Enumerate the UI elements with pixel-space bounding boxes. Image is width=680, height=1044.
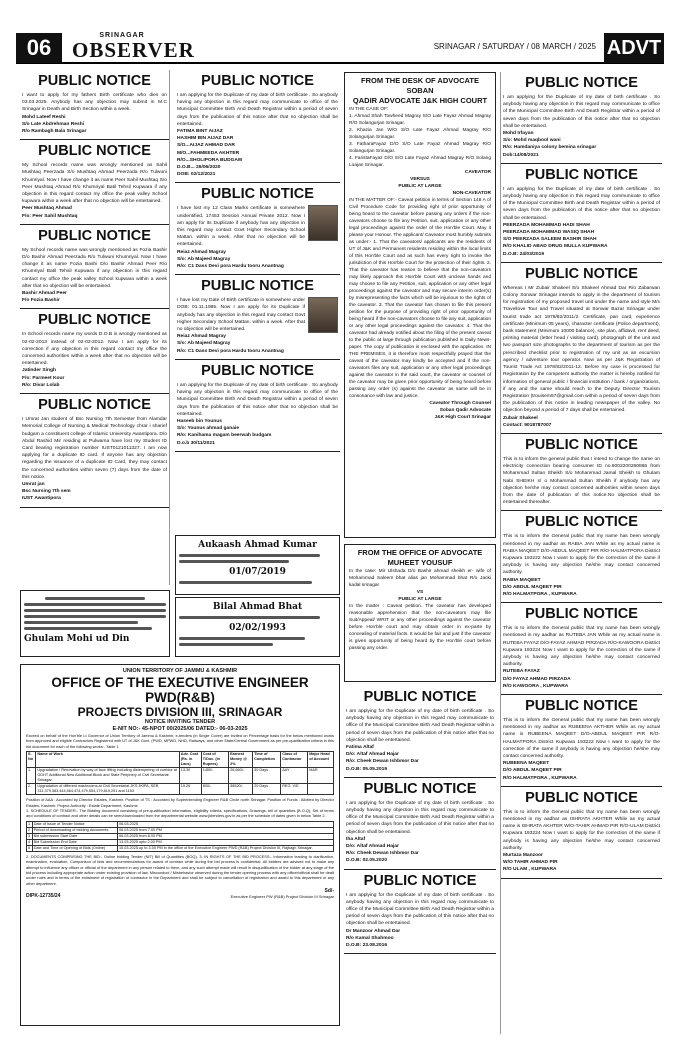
notice-signature: S/o: Ab Majeed Magray [177, 341, 231, 347]
notice-title: PUBLIC NOTICE [38, 397, 151, 414]
public-notice [501, 263, 662, 434]
table-header-cell: Earnest Money @ 2% [229, 752, 253, 768]
tender-schedule: 1. SCHEDULE OF TENDER:- The Bidding document consisting of pre-qualification information, eligibility criteria, specifications, Drawings, bill of quantities (B.O.Q), Set of terms and conditions of contract and other details can be seen/downloaded from the departmental website www.jktenders.gov.in as per the schedule of dates given in below Table 2. [26, 808, 334, 819]
notice-signature: Murtaza Manzoor [503, 853, 543, 859]
notice-title: PUBLIC NOTICE [525, 75, 638, 91]
versus-label: VS [416, 590, 424, 595]
notice-signature: D.O.B: 24/03/2019 [503, 251, 545, 257]
court-body: In the case: Mir Ulshada D/o Bashir ahmad sheikh er- wife of Mohammad Saleem bhat alias jan Mohammad bhat R/o Jacki kadal srinagar [349, 569, 491, 588]
table-row [27, 768, 334, 784]
table-header-cell: S. No [27, 752, 36, 768]
notice-signature: RUBEENA MAQEET [503, 761, 550, 767]
urdu-name: Ghulam Mohi ud Din [24, 634, 130, 644]
brand-city: SRINAGAR [99, 32, 145, 39]
notice-signature: R/O ULAM , KUPWARA [503, 867, 557, 873]
court-heading: FROM THE DESK OF ADVOCATE SOBAN [361, 76, 479, 95]
notice-title: PUBLIC NOTICE [525, 436, 638, 453]
notice-signature: R/O KAWOORA , KUPWARA [503, 683, 569, 689]
table-cell: 06.03.2025 from 7.00 PM [117, 827, 333, 833]
table-cell: 1. [27, 768, 36, 784]
notice-title: PUBLIC NOTICE [38, 73, 151, 89]
table-cell: 13.30 [179, 768, 201, 784]
column-3-notices [344, 686, 496, 954]
tender-signatory: Executive Engineer PW (R&B) Project Division III Srinagar [230, 894, 334, 900]
tender-terms: 2. DOCUMENTS COMPRISING THE BID:- Online bidding Tender (NIT) Bill of Quantities (BOQ). 3. IN RIGHTS OF THE BID PROCESS:- Information leading to clarification, examination, evaluation, Comparison of bids and recommendations for award of contract while during the bid process is confidential. All bidders are advised not to make any attempt to influence any officer or official of the department in any person related to them, and any such attempt made will result in disqualification of the bidder at any stage of the bid process including appropriate action under existing provision of law. Misconduct / Misbehavior observed during the tender opening process with any officer/official shall be dealt under rules and in terms of the enlistment of registration of contractor in the Department and shall be subject to cancellation of registration and award to this department or any other department. [26, 853, 334, 886]
masthead [16, 30, 664, 64]
public-notice [20, 140, 169, 225]
notice-signature: PEERZADA MOHAMMAD WASIQ SHAH [503, 230, 595, 236]
court-heading: MUHEET YOUSUF [387, 558, 453, 567]
table-cell: 3 [28, 833, 31, 838]
notice-title: PUBLIC NOTICE [525, 789, 638, 806]
court-heading: QADIR ADVOCATE J&K HIGH COURT [352, 96, 488, 105]
urdu-name: Aukaash Ahmad Kumar [198, 540, 317, 550]
brand-name: OBSERVER [72, 38, 195, 62]
table-cell: Date of Issue of Tender Notice [32, 821, 117, 827]
notice-body: My School records name was wrongly mentioned as Fozia Bashir D/o Bashir Ahmad Peerzada R/o Tulwuni Khumriyal. Now I have change it as name Fozia Bashi D/o Bashir Ahmad Peer R/o Khumriyal Batil Tehsil Kupwara if any objection in this regard contact my office the peak valley School kupwara within a week after that no objection will be entertained. [22, 247, 167, 289]
notice-body: This is to inform the General public that my name has been wrongly mentioned in my aadhar as RUTEBA JAN While as my actual name is RUTEBA FAYAZ D/O-FAYAZ AHMAD PIRZADA R/O-KAWOORA District Kupwara 193224 Now I want to apply for the correction of the same if anybody is having any objection he/she may contact concerned authority. [503, 626, 660, 668]
tender-positions: Position of AAA : Accorded by Director Estates, Kashmir. Position of TS : Accorded by Superintending Engineer R&B Circle north Srinagar. Position of Funds : Allotted by Director Estates, Kashmir. Project Authority : Estate Department, Kashmir. [26, 797, 334, 808]
table-header-cell: Name of Work [36, 752, 179, 768]
notice-title: PUBLIC NOTICE [525, 698, 638, 714]
notice-signature: Reiaz Ahmad Magray [177, 249, 227, 255]
table-cell: 19.26 [179, 784, 201, 795]
court-party: 1. Ahmad Shah Towheed Magray S/O Late Fayaz Ahmad Magray R/O Solangurjan Srinagar. [349, 114, 491, 126]
public-notice [501, 511, 662, 603]
public-notice [501, 72, 662, 164]
section-label: ADVT [604, 33, 664, 63]
notice-signature: Jatinder Singh [22, 368, 56, 374]
notice-title: PUBLIC NOTICE [525, 606, 638, 623]
notice-signature: M/O...FAHMEEDA AKHTER [177, 150, 240, 156]
table-cell: 800/- [201, 784, 228, 795]
public-label: PUBLIC AT LARGE [398, 184, 442, 189]
tender-intro: Exceed on behalf of the Hon'ble Lt Governor of Union Territory of Jammu & Kashmir, e-tenders (in Single Cover) are invited on Percentage basis for the below mentioned works from approved and eligible Contractors Registered with UT of J&K Govt. (PWD, MPWD, NHD, Railways, and other State/Central Government as per pre-qualification criteria in this bid document for each of the following works:- Table 1 [26, 733, 334, 749]
notice-signature: Bsc Nursing 7th sem [22, 489, 71, 495]
urdu-notice-2 [175, 597, 340, 657]
tender-notice [20, 664, 340, 1026]
notice-signature: F/o: Parmeet Kour [22, 375, 65, 381]
table-row [27, 845, 334, 851]
court-party: 3. FatharaFayaz D/O S/O Late Fayaz Ahmad Magray R/O Solangurjan Srinagar. [349, 142, 491, 154]
notice-signature: S/O...AIJAZ AHMAD DAR [177, 143, 235, 149]
court-signature: J&K High Court Srinagar [434, 415, 491, 420]
notice-signature: W/O TAHIR AHMAD PIR [503, 860, 558, 866]
urdu-notices [20, 535, 340, 657]
notice-body: I have lost my Date of Birth certificate in somewhere under DOB: 01.11.1985. Now I am apply for its Duplicate if anybody has any objection in this regard may contact Govt Higher Secondary School Mattan. within a week. After that no objection will be entertained. [177, 298, 305, 333]
table-cell: REG. V/E [281, 784, 308, 795]
table-cell: 20 Days [253, 784, 281, 795]
tender-nit-number: E-NIT NO:- 45-NPOT 00/2025/06 DATED:- 06-03-2025 [112, 726, 248, 732]
notice-signature: F/o: Peer Sahil Mushtaq [22, 213, 78, 219]
diary-number: DIPK-12735/24 [26, 893, 61, 900]
public-notice [175, 360, 340, 452]
urdu-notice-1 [175, 535, 340, 595]
notice-body: I have lost my 12 Class Marks certificate in somewhere unidentified. 17453 Session Annual Private 2012. Now I am apply for its Duplicate if anybody has any objection in this regard may contact Govt Higher Secondary School Mattan. within a week. After that no objection will be entertained. [177, 206, 305, 248]
notice-signature: D/O ABDUL MAQEET PIR [503, 584, 562, 590]
notice-signature: R/o: Divar Lolab [22, 382, 60, 388]
public-notice [20, 225, 169, 310]
public-notice [344, 870, 496, 955]
notice-signature: Mohd Lateef Reshi [22, 114, 66, 120]
applicant-photo [308, 205, 338, 241]
notice-title: PUBLIC NOTICE [363, 780, 477, 797]
table-cell: 38520/- [229, 784, 253, 795]
urdu-date: 02/02/1993 [229, 623, 286, 633]
notice-body: This is to inform the general public that I intend to change the name on electricity connection bearing consumer ID no.6002200260866 from Mohammad Sultan Sheikh S/o Mohammad Jamal Sheikh to Ghulam Nabi SHEIKH s/ o Mohammad Sultan Sheikh if anybody has any objection he/she may contact concerned authorities within seven days from the date of publication of this notice.No objection shall be entertained thereafter. [503, 456, 660, 506]
table-cell: 1 [28, 821, 31, 826]
notice-signature: S/o: Ab Majeed Magray [177, 256, 231, 262]
column-2 [175, 70, 340, 530]
notice-signature: S/o: Mohd maqbool wani [503, 138, 561, 144]
applicant-photo [308, 297, 338, 333]
notice-signature: R/O...SHOLIPORA BUDGAM [177, 157, 243, 163]
court-party: IN THE CASE OF: [349, 107, 389, 112]
table-cell: Upgradation of different washrooms at Civil Secretariat JKS JKIPA, SEB 311,379,383,444,564,474,479,554,179,819,251 and 1153 [36, 784, 179, 795]
notice-signature: D/O ABDUL MAQEET PIR [503, 768, 562, 774]
notice-title: PUBLIC NOTICE [525, 514, 638, 531]
notice-signature: R/o Kamal Shahmoo [346, 935, 394, 941]
notice-body: This is to inform the General public that my name has been wrongly mentioned in my aadhar as RABIA JAN While as my actual name is RABIA MAQEET D/O-ABDUL MAQEET PIR R/O-HALMATPORA District Kupwara 193222 Now I want to apply for the correction of the same if anybody is having any objection he/she may contact concerned authority. [503, 534, 660, 576]
notice-signature: Iha Altaf [346, 836, 366, 842]
public-notice [175, 70, 340, 183]
notice-signature: Haseeb bin Younus [177, 418, 222, 424]
table-cell: 15.03.2025 up to 3.00 PM in the office of the Executive Engineer PWD (R&B) Project Division III, Rajbagh Srinagar. [117, 845, 333, 851]
notice-signature: R/O HALMATPORA , KUPWARA [503, 775, 577, 781]
notice-title: PUBLIC NOTICE [525, 166, 638, 183]
table-cell: 1450/- [201, 768, 228, 784]
caveat-notice-muheet [344, 544, 496, 682]
table-cell: 30 Days [253, 768, 281, 784]
column-4 [500, 72, 662, 1034]
table-cell: AAY [281, 768, 308, 784]
notice-body: I am applying for the Duplicate of my date of birth certificate . So anybody having any objection in this regard may communicate to office of the Municipal Committee Birth And Death Registrar within a period of seven days from the publication of this notice after that no objection shall be entertained. [503, 95, 660, 129]
table-header-row [27, 752, 334, 768]
notice-signature: R/o: C1 Dass Devi pora Hardu tooru Anantnag [177, 348, 284, 354]
public-notice [20, 394, 169, 507]
notice-body: I am applying for the Duplicate of my date of birth certificate . So anybody having any objection in this regard may communicate to office of the Municipal Committee Birth and Death Registrar within a period of seven days from the publication of this notice after that no objection shall be entertained. [503, 186, 660, 221]
column-1 [20, 70, 170, 585]
notice-signature: D/o: Altaf Ahmad Hajar [346, 752, 399, 758]
table-cell: 13.03.2025 upto 2.00 PM [117, 839, 333, 845]
notice-signature: Dob:14/08/2021 [503, 152, 539, 158]
notice-signature: D.O.B: 05.05.2019 [346, 766, 388, 772]
column-3 [344, 72, 496, 1032]
notice-signature: Dr Manzoor Ahmad Dar [346, 928, 401, 934]
notice-title: PUBLIC NOTICE [363, 689, 477, 705]
notice-title: PUBLIC NOTICE [38, 143, 151, 160]
public-notice [501, 787, 662, 879]
notice-signature: S/O PEERZADA SALEEM BASHIR SHAH [503, 237, 597, 243]
notice-signature: S/o Late Abdrehman Reshi [22, 121, 85, 127]
notice-title: PUBLIC NOTICE [201, 362, 314, 379]
court-signature: Caveator Through Counsel [429, 401, 491, 406]
notice-signature: R/O HALMATPORA , KUPWARA [503, 591, 577, 597]
notice-title: PUBLIC NOTICE [201, 73, 314, 89]
table-cell: 06.03.2025 [117, 821, 333, 827]
brand-logo [72, 32, 195, 62]
tender-division: PROJECTS DIVISION III, SRINAGAR [77, 705, 283, 719]
notice-title: PUBLIC NOTICE [38, 227, 151, 244]
tender-office: OFFICE OF THE EXECUTIVE ENGINEER PWD(R&B) [51, 675, 309, 705]
notice-signature: D/o: Altaf Ahmad Hajar [346, 844, 399, 850]
notice-title: PUBLIC NOTICE [525, 265, 638, 282]
notice-body: This is to inform the General public that my name has been wrongly mentioned in my aadhar as RUBEENA AKTHER While as my actual name is RUBEENA MAQEET D/O-ABDUL MAQEET PIR R/O-HALMATPORA District Kupwara 193222 Now I want to apply for the correction of the same if anybody is having any objection he/she may contact concerned authority. [503, 718, 660, 760]
notice-body: I am applying for the Duplicate of my date of birth certificate . So anybody having any objection in this regard may communicate to office of the Municipal Committee Birth And Death Registrar within a period of seven days from the publication of this notice after that no objection shall be entertained. [177, 382, 338, 417]
notice-signature: Reiaz Ahmad Magray [177, 334, 227, 340]
notice-signature: F/o Fozia Bashir [22, 298, 60, 304]
notice-signature: R/O KHALID ABAD DRUG MULLA KUPWARA [503, 244, 608, 250]
table-cell: Upgradation / Renovation by way of face lifting including distempering of corridor at GDHT Additional New Additional Block and State Periphery of Civil Secretariat Srinagar. [36, 768, 179, 784]
court-signature: Soban Qadir Advocate [439, 408, 491, 413]
notice-signature: RUTEBA FAYAZ [503, 669, 540, 675]
urdu-notice-3 [20, 590, 170, 657]
notice-signature: Fatima Altaf [346, 745, 374, 751]
notice-signature: FATIMA BINT AIJAZ [177, 129, 223, 135]
urdu-name: Bilal Ahmad Bhat [212, 602, 303, 612]
public-notice [175, 183, 340, 275]
notice-body: I am applying for the Duplicate of my date of birth certificate . So anybody having any objection in this regard may communicate to office of the Municipal Committee Birth And Death Registrar within a period of seven days from the publication of this notice after that no objection shall be entertained. [346, 709, 494, 743]
notice-body: I Umrat Jan student of Bsc Nursing 7th Semester from Alamdar Memorial College of Nursing & Medical Technology chrar i sharief budgam a constituent college of Islamic University Awantipora. D/o Abdul Rashid Mir residing at Pulwama have lost my Student ID Card bearing registration number IUST0121011327. I am now applying for a duplicate ID card. If anyone has any objection regarding the issuance of a duplicate ID Card, they may contact the concerned authorities within seven (7) days from the date of this notice. [22, 417, 167, 480]
notice-body: I want to apply for my fathers Birth certificate who dies on 03.03.2025. Anybody has any objection may submit in M.C Srinagar in Death and Birth Section within a week. [22, 93, 167, 113]
notice-signature: Mohd Irfayan [503, 131, 534, 137]
tender-ut: UNION TERRITORY OF JAMMU & KASHMIR [122, 668, 238, 674]
public-notice [175, 275, 340, 360]
tender-heading: NOTICE INVITING TENDER [144, 719, 216, 725]
noncaveator-label: NON-CAVEATOR [452, 191, 491, 196]
notice-title: PUBLIC NOTICE [201, 186, 314, 203]
table-cell: Bid submission Start Date [32, 833, 117, 839]
public-notice [501, 434, 662, 511]
notice-signature: R/o: Cheek Dewan Ishbmor Dar [346, 851, 419, 857]
notice-title: PUBLIC NOTICE [201, 278, 314, 295]
notice-signature: R/o: Kanihama magam beerwah budgam [177, 433, 272, 439]
public-notice [344, 686, 496, 778]
notice-signature: D/O FAYAZ AHMAD PIRZADA [503, 676, 571, 682]
public-notice [501, 695, 662, 787]
notice-signature: D.O.B: 02.05.2020 [346, 858, 388, 864]
table-cell: Bid Submission End Date [32, 839, 117, 845]
table-row [27, 784, 334, 795]
notice-body: In School records name my words D.O.B is wrongly mentioned as 02-02-2013 instead of 02-02-2012. Now I am apply for its correction if any objection in this regard contact my office the concerned authorities within a week after that no objection will be entertained. [22, 332, 167, 367]
notice-signature: D.O.B... 26/06/2020 [177, 165, 221, 171]
public-notice [20, 70, 169, 140]
table-cell: MAR [308, 768, 334, 784]
public-label: PUBLIC AT LARGE [398, 597, 442, 602]
notice-body: My School records name was wrongly mentioned as Sahil Mushtaq Peerzada S/o Mushtaq Ahmad Peerzada R/o Tulwuni Khumriyal. Now I have change it as name Peer Sahil Mushtaq S/o Peer Mushtaq Ahmad R/o Khumriyal Batil Tehsil Kupwara if any objection in this regard contact my office the peak valley School kupwara within a week after that no objection will be entertained. [22, 163, 167, 205]
notice-signature: Umrat jan [22, 481, 45, 487]
public-notice [501, 164, 662, 263]
table-header-cell: Time of Completion [253, 752, 281, 768]
notice-signature: R/o: Hamdaniya colony bemina srinagar [503, 145, 597, 151]
tender-works-table [26, 751, 334, 795]
notice-title: PUBLIC NOTICE [363, 872, 477, 889]
table-cell: Period of downloading of bidding documents [32, 827, 117, 833]
table-header-cell: Class of Contractor [281, 752, 308, 768]
table-cell: 2. [27, 784, 36, 795]
table-cell: 5 [28, 845, 31, 850]
notice-signature: R/o: C1 Dass Devi pora Hardu tooru Anantnag [177, 264, 284, 270]
notice-signature: RABIA MAQEET [503, 577, 541, 583]
court-party: 4. FaristaFayaz D/O S/O Late Fayaz Ahmad Magray R/O Solang Loajan Srinagar. [349, 156, 491, 168]
notice-body: Whereas I Mr Zubair Shakeel S/o Shakeel Ahmad Dar R/o Zabarwan Colony Sonwar Srinagar intends to apply in the department of tourism for registration of my proposed travel unit under the name and style M/s Travellove Tour and Travel situated at Sonwar Bazar Srinagar under tourist trade act 1978/82/2011/2. Certificate, pan card, experience certificate (Minimum 05 years), character certificate (Police department), bank statement (Minimum 10000 balance), site plan, affidavit, rent deed, printing material (letter head / visiting card), photograph of the unit and two passport size photographs to the department of tourism as per the prescribed checklist prior to registration of my unit as an excursion agency / adventure tour operator. Now as per J&K Registration of Tourist Trade Act 1978/82/2011-12. Before my case is processed for Registration by the competent authority the matter is hereby notified for information of general public / financial institution / bank / organizations, if any and the same should reach to the Deputy Director Tourism Registration (trouisem57@gmail.com within a period of seven days from the publication of this notice in leading newspaper of the valley. No objection beyond a period of 7 days shall be entertained. [503, 285, 660, 414]
caveator-label: CAVEATOR [464, 170, 491, 175]
public-notice [344, 778, 496, 870]
notice-signature: S/o: Younus ahmad ganaie [177, 426, 240, 432]
court-party: 2. Khazia Jan W/O S/O Late Fayaz Ahmad Magray R/O Solangurjan Srinagar. [349, 128, 491, 140]
notice-signature: HASHIM BIN AIJAZ DAR [177, 136, 234, 142]
notice-signature: R/o Rambagh Bala Srinagar [22, 129, 87, 135]
notice-signature: Contact: 9018787007 [503, 422, 552, 428]
caveat-notice-soban [344, 72, 496, 538]
urdu-date: 01/07/2019 [229, 567, 286, 577]
notice-signature: Peer Mushtaq Ahmad [22, 206, 72, 212]
notice-body: I am applying for the Duplicate of my date of birth certificate . So anybody having any objection in this regard may communicate to office of the Municipal Committee Birth And Death Registrar within a period of seven days from the publication of this notice after that no objection shall be entertained. [346, 800, 494, 835]
notice-signature: Bashir Ahmad Peer [22, 291, 67, 297]
versus-label: VERSUS [410, 177, 430, 182]
court-body: In the matter : Caveat petition. The caveator has developed reasonable apprehension that the non-caveators may file Suit/Appeal/ WRIT or any other proceedings against the caveator before Hon'ble court and may obtain order in ex-parte by concealing of material facts. It would be fair and just if the caveator is given opportunity of being heard by the Hon'ble court before passing any order. [349, 604, 491, 651]
notice-body: I am applying for the Duplicate of my date of birth certificate . So anybody having any objection in this regard may communicate to office of the Municipal Committee Birth And Death Registrar within a period of seven days from the publication of this notice after that no objection shall be entertained. [177, 93, 338, 127]
public-notice [501, 603, 662, 695]
notice-signature: DOB: 02/12/2021 [177, 172, 216, 178]
table-cell: Date and Time of Opening of Bids (Online) [32, 845, 117, 851]
tender-sd: Sd/- [324, 888, 334, 895]
dateline: SRINAGAR / SATURDAY / 08 MARCH / 2025 [433, 42, 596, 51]
notice-signature: IUST Awantipora [22, 496, 61, 502]
notice-signature: Zubair Shakeel [503, 415, 538, 421]
notice-body: I am applying for the Duplicate of my date of birth certificate . So anybody having any objection in this regard may communicate to office of the Municipal Committee Birth And Death Registrar within a period of seven days from the publication of this notice after that no objection shall be entertained. [346, 892, 494, 927]
notice-signature: R/o: Cheek Dewan Ishbmor Dar [346, 759, 419, 765]
table-header-cell: Adv. Cost (Rs. in Lacs) [179, 752, 201, 768]
notice-title: PUBLIC NOTICE [38, 312, 151, 329]
court-body: IN THE MATTER OF:- Caveat petition in terms of Section 148 A of Civil Procedure Code for providing right of prior opportunity of being heard to the caveator before passing any orders if the non-caveators choose to file any Petition, suit, application or any other legal proceedings against the order of the Hon'ble Court. May it please your Honour. The applicant/ Caveator most humbly submits as under:- 1. That the caveators/ applicants are the residents of UT of J&K and Permanent residents residing within the local limits of this Hon'ble Court and as such has every right to invoke the jurisdiction of this Hon'ble Court for the protection of their rights. 2. That the caveator has reason to believe that the non-caveators may likely approach this Hon'ble Court with unclean hands and may choose to file any Petition, suit, application or any other legal proceedings against the caveator and may secure interim order(s) by misrepresenting the facts which will be injurious to the rights of the caveator. 3. That the caveator has chosen to file this present petition for the purpose of providing right of prior opportunity of being heard if the non-caveators choose to file any suit, application or any other legal proceedings against the caveator. 4. That the caveator had already notified about the filing of the present caveat to the public at large through publication published in Daily News-paper. The copy of publication is enclosed with the application. IN THE PREMISES, it is therefore most respectfully prayed that the caveat of the caveator may kindly be accepted and if the non-caveators files any suit, application or any other legal proceedings against the caveator in the said court, the caveator or counsel of the caveator may be given prior opportunity of being heard before passing any order (s) against the caveator as same will be in consonance with law and justice. [349, 198, 491, 399]
notice-signature: PEERZADA MOHAMMAD HADI SHAH [503, 222, 590, 228]
table-header-cell: Major Head of Account [308, 752, 334, 768]
notice-signature: D.O.B: 23.08.2016 [346, 943, 388, 949]
table-cell: 4 [28, 839, 31, 844]
table-header-cell: Cost of T/Doc. (in Rupees) [201, 752, 228, 768]
court-heading: FROM THE OFFICE OF ADVOCATE [357, 548, 483, 557]
notice-signature: D.o.b 30/11/2021 [177, 440, 215, 446]
public-notice [20, 309, 169, 394]
notice-body: This is to inform the General public that my name has been wrongly mentioned in my aadhar as ISHRATA AKHTER While as my actual name is ISHRATA AKHTER W/O-TAHIR AHMAD PIR R/O-ULAM District Kupwara 193224 Now I want to apply for the correction of the same if anybody is having any objection he/she may contact concerned authority. [503, 809, 660, 851]
table-cell: 06.03.2025 from 8.00 PM [117, 833, 333, 839]
tender-dates-table [26, 821, 334, 852]
table-cell: 2 [28, 827, 31, 832]
page-number: 06 [16, 33, 62, 63]
table-cell: 26,660/- [229, 768, 253, 784]
table-cell [308, 784, 334, 795]
